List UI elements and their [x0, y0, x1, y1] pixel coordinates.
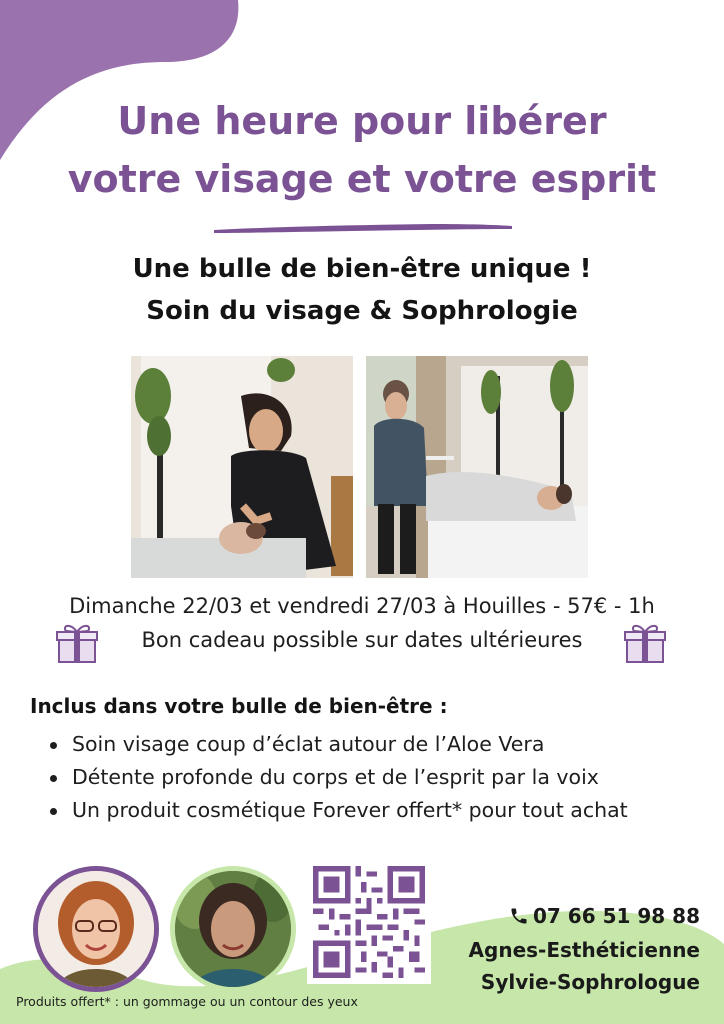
gift-icon [622, 620, 668, 666]
gift-voucher-note: Bon cadeau possible sur dates ultérieures [141, 628, 583, 652]
included-list [44, 728, 694, 827]
event-dates-price: Dimanche 22/03 et vendredi 27/03 à Houilles - 57€ - 1h [69, 594, 655, 618]
photo-facial-care [131, 356, 353, 578]
list-item: Détente profonde du corps et de l’esprit par la voix [44, 761, 694, 794]
phone-icon [509, 906, 529, 926]
title-line-1: Une heure pour libérer [117, 99, 607, 143]
avatar-agnes [33, 866, 159, 992]
brush-stroke-divider [212, 220, 514, 236]
practitioner-sylvie: Sylvie-Sophrologue [480, 970, 700, 994]
subtitle [0, 248, 724, 332]
phone-number[interactable] [509, 904, 700, 928]
footnote: Produits offert* : un gommage ou un contour des yeux [16, 994, 358, 1009]
avatar-sylvie [170, 866, 296, 992]
list-item: Un produit cosmétique Forever offert* pour tout achat [44, 794, 694, 827]
title-line-2: votre visage et votre esprit [67, 157, 657, 201]
subtitle-line-1: Une bulle de bien-être unique ! [132, 254, 592, 284]
qr-code[interactable] [307, 860, 431, 984]
practitioner-agnes: Agnes-Esthéticienne [468, 938, 700, 962]
photo-sophrology [366, 356, 588, 578]
list-item: Soin visage coup d’éclat autour de l’Aloe Vera [44, 728, 694, 761]
phone-number-text: 07 66 51 98 88 [532, 904, 700, 928]
included-heading: Inclus dans votre bulle de bien-être : [30, 694, 448, 718]
page-title [0, 92, 724, 208]
subtitle-line-2: Soin du visage & Sophrologie [146, 296, 578, 326]
